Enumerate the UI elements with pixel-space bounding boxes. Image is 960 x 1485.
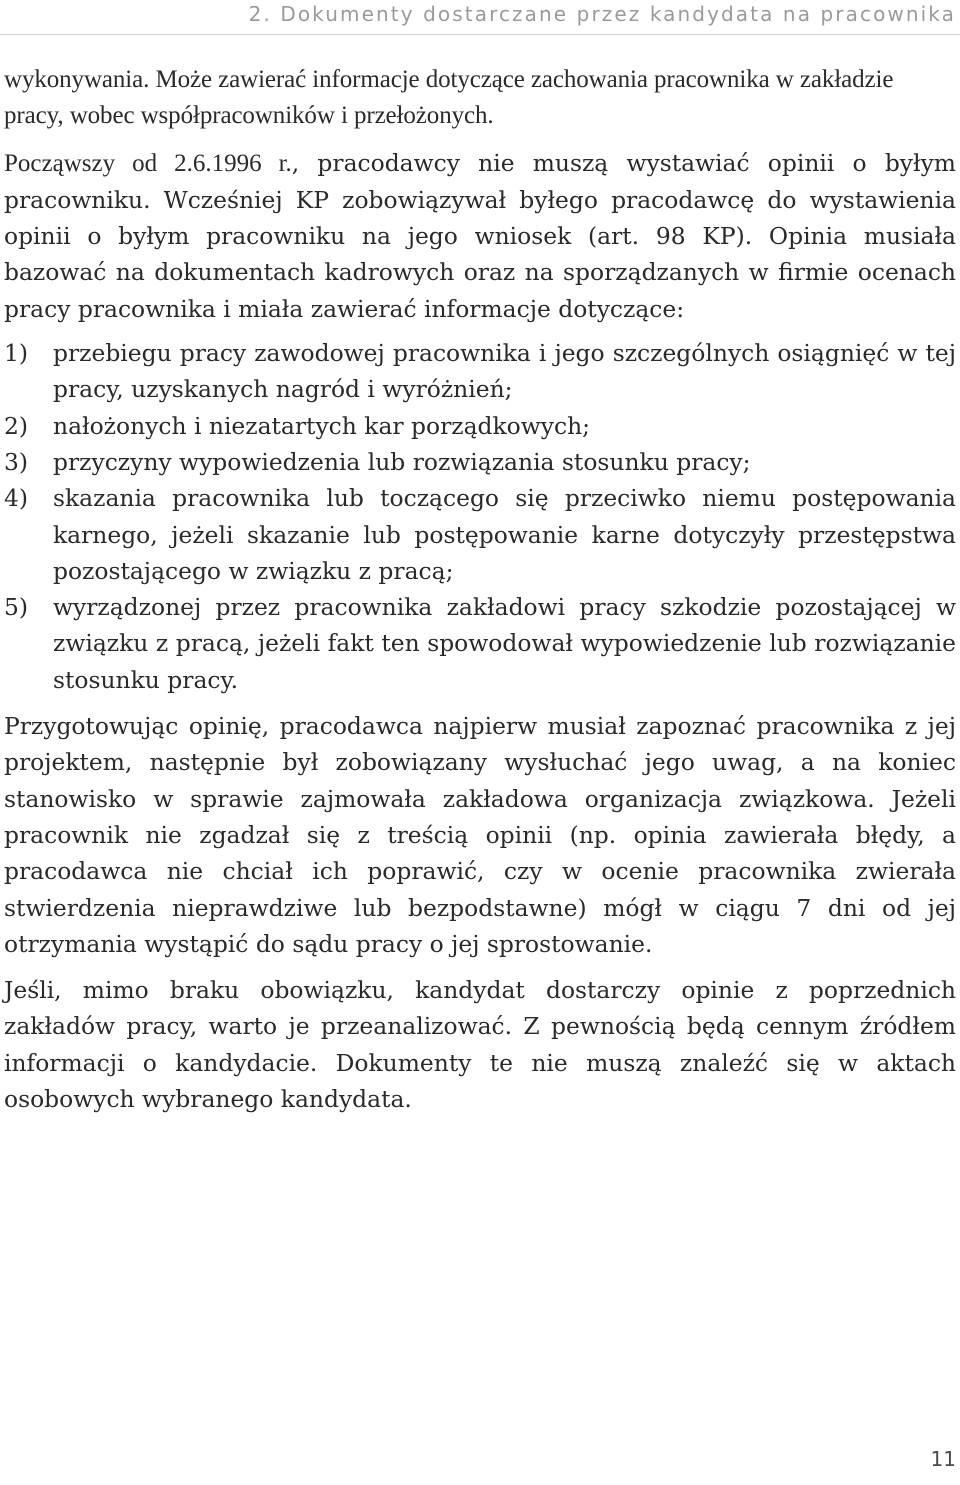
list-item	[4, 480, 956, 589]
list-item-number: 4)	[4, 484, 29, 513]
list-item-text: przyczyny wypowiedzenia lub rozwiązania stosunku pracy;	[53, 447, 751, 476]
opinion-contents-list	[4, 335, 956, 698]
list-item	[4, 444, 956, 480]
list-item-text: przebiegu pracy zawodowej pracownika i jego szczególnych osiągnięć w tej pracy, uzyskanych nagród i wyróżnień;	[53, 339, 956, 404]
list-item-text: wyrządzonej przez pracownika zakładowi pracy szkodzie pozostającej w związku z pracą, jeżeli fakt ten spowodował wypowiedzenie lub rozwiązanie stosunku pracy.	[53, 593, 956, 694]
paragraph-3: Przygotowując opinię, pracodawca najpierw musiał zapoznać pracownika z jej projektem, następnie był zobowiązany wysłuchać jego uwag, a na koniec stanowisko w sprawie zajmowała zakładowa organizacja związkowa. Jeżeli pracownik nie zgadzał się z treścią opinii (np. opinia zawierała błędy, a pracodawca nie chciał ich poprawić, czy w ocenie pracownika zwierała stwierdzenia nieprawdziwe lub bezpodstawne) mógł w ciągu 7 dni od jej otrzymania wystąpić do sądu pracy o jej sprostowanie.	[4, 712, 956, 958]
paragraph-4: Jeśli, mimo braku obowiązku, kandydat dostarczy opinie z poprzednich zakładów pracy, warto je przeanalizować. Z pewnością będą cennym źródłem informacji o kandydacie. Dokumenty te nie muszą znaleźć się w aktach osobowych wybranego kandydata.	[4, 976, 956, 1114]
running-header: 2. Dokumenty dostarczane przez kandydata na pracownika	[0, 0, 960, 35]
list-item	[4, 589, 956, 698]
list-item	[4, 335, 956, 408]
list-item-number: 5)	[4, 593, 29, 622]
list-item-number: 3)	[4, 447, 29, 476]
paragraph-2	[4, 145, 956, 327]
list-item-number: 2)	[4, 411, 29, 440]
list-item-text: nałożonych i niezatartych kar porządkowych;	[53, 411, 591, 440]
list-item-number: 1)	[4, 339, 29, 368]
paragraph-2-text: , pracodawcy nie muszą wystawiać opinii o byłym pracowniku. Wcześniej KP zobowiązywał byłego pracodawcę do wystawienia opinii o byłym pracowniku na jego wniosek (art. 98 KP). Opinia musiała bazować na dokumentach kadrowych oraz na sporządzanych w firmie ocenach pracy pracownika i miała zawierać informacje dotyczące:	[4, 148, 956, 323]
paragraph-2-date: Począwszy od 2.6.1996 r.	[4, 149, 292, 177]
list-item-text: skazania pracownika lub toczącego się przeciwko niemu postępowania karnego, jeżeli skazanie lub postępowanie karne dotyczyły przestępstwa pozostającego w związku z pracą;	[53, 484, 956, 585]
page-number: 11	[930, 1447, 956, 1471]
page-body	[4, 62, 956, 1117]
paragraph-1: wykonywania. Może zawierać informacje dotyczące zachowania pracownika w zakładzie pracy, wobec współpracowników i przełożonych.	[4, 66, 894, 130]
list-item	[4, 408, 956, 444]
